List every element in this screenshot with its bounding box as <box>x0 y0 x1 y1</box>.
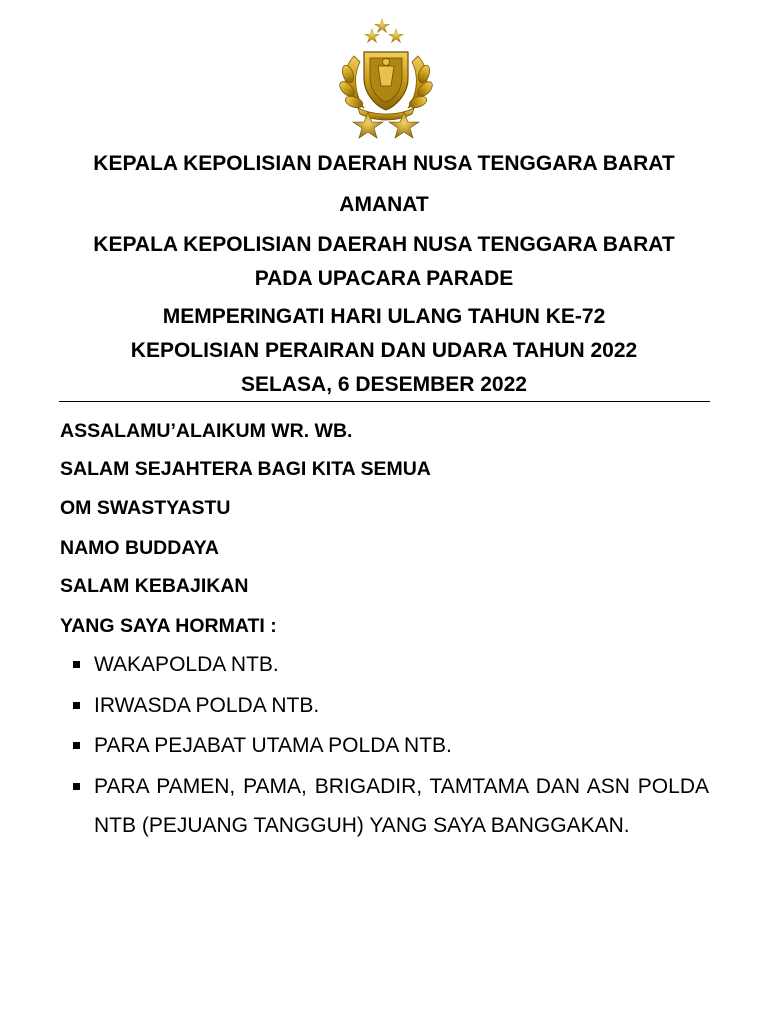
header-occasion: PADA UPACARA PARADE <box>254 267 514 290</box>
square-bullet-icon <box>73 661 80 668</box>
header-institution: KEPALA KEPOLISIAN DAERAH NUSA TENGGARA BARAT <box>93 152 675 175</box>
greeting-line: NAMO BUDDAYA <box>60 537 219 559</box>
list-item <box>94 686 709 725</box>
header-date: SELASA, 6 DESEMBER 2022 <box>241 373 527 396</box>
list-item <box>94 767 709 845</box>
list-item <box>94 645 709 684</box>
list-item-text: IRWASDA POLDA NTB. <box>94 694 320 717</box>
shield-icon <box>364 52 408 110</box>
square-bullet-icon <box>73 742 80 749</box>
list-item-text: WAKAPOLDA NTB. <box>94 653 279 676</box>
list-item <box>94 726 709 765</box>
list-item-text: PARA PEJABAT UTAMA POLDA NTB. <box>94 734 452 757</box>
top-stars-icon <box>364 18 404 43</box>
square-bullet-icon <box>73 702 80 709</box>
list-item-text: PARA PAMEN, PAMA, BRIGADIR, TAMTAMA DAN ASN POLDA NTB (PEJUANG TANGGUH) YANG SAYA BANGGAKAN. <box>94 775 709 837</box>
header-commemoration: MEMPERINGATI HARI ULANG TAHUN KE-72 <box>162 305 606 328</box>
honored-heading: YANG SAYA HORMATI : <box>60 615 277 637</box>
header-document-type: AMANAT <box>339 193 429 216</box>
header-divider <box>59 401 710 402</box>
square-bullet-icon <box>73 783 80 790</box>
header-speaker: KEPALA KEPOLISIAN DAERAH NUSA TENGGARA BARAT <box>93 233 675 256</box>
header-unit-year: KEPOLISIAN PERAIRAN DAN UDARA TAHUN 2022 <box>130 339 638 362</box>
police-emblem <box>334 16 438 142</box>
greeting-line: OM SWASTYASTU <box>60 497 231 519</box>
greeting-line: SALAM KEBAJIKAN <box>60 575 249 597</box>
greeting-line: ASSALAMU’ALAIKUM WR. WB. <box>60 420 353 442</box>
greeting-line: SALAM SEJAHTERA BAGI KITA SEMUA <box>60 458 431 480</box>
